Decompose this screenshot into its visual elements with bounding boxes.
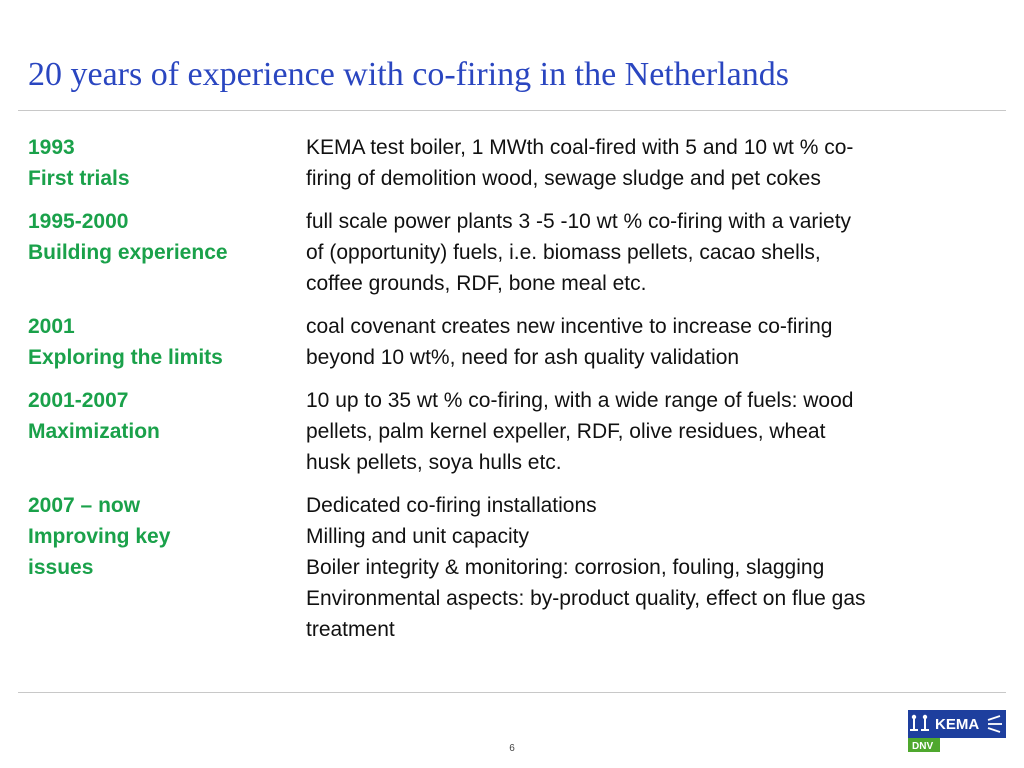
description-line: 10 up to 35 wt % co-firing, with a wide range of fuels: wood: [306, 389, 854, 412]
description-line: coffee grounds, RDF, bone meal etc.: [306, 272, 647, 295]
entry-label: [28, 311, 306, 373]
timeline-entry: [28, 385, 998, 478]
timeline-entry: [28, 490, 998, 645]
entry-label: [28, 385, 306, 478]
entry-heading: Exploring the limits: [28, 346, 223, 369]
entry-period: 2007 – now: [28, 494, 141, 517]
entry-label: [28, 490, 306, 645]
entry-description: [306, 385, 998, 478]
description-line: of (opportunity) fuels, i.e. biomass pellets, cacao shells,: [306, 241, 821, 264]
entry-period: 1993: [28, 136, 75, 159]
description-line: KEMA test boiler, 1 MWth coal-fired with 5 and 10 wt % co-: [306, 136, 854, 159]
timeline-entry: [28, 206, 998, 299]
description-line: treatment: [306, 618, 395, 641]
entry-label: [28, 206, 306, 299]
entry-label: [28, 132, 306, 194]
entry-heading: Maximization: [28, 420, 160, 443]
entry-heading: issues: [28, 556, 94, 579]
page-number: 6: [509, 743, 515, 754]
description-line: Milling and unit capacity: [306, 525, 529, 548]
description-line: Environmental aspects: by-product quality, effect on flue gas: [306, 587, 866, 610]
entry-description: [306, 311, 998, 373]
entry-period: 2001: [28, 315, 75, 338]
description-line: Dedicated co-firing installations: [306, 494, 597, 517]
description-line: Boiler integrity & monitoring: corrosion, fouling, slagging: [306, 556, 825, 579]
description-line: husk pellets, soya hulls etc.: [306, 451, 562, 474]
entry-period: 1995-2000: [28, 210, 129, 233]
timeline-entry: [28, 132, 998, 194]
logo-dnv-text: DNV: [912, 741, 934, 752]
entry-description: [306, 490, 998, 645]
description-line: beyond 10 wt%, need for ash quality validation: [306, 346, 740, 369]
entry-description: [306, 132, 998, 194]
description-line: coal covenant creates new incentive to increase co-firing: [306, 315, 833, 338]
timeline-entry: [28, 311, 998, 373]
footer-divider: [18, 692, 1006, 693]
entry-heading: Building experience: [28, 241, 228, 264]
description-line: full scale power plants 3 -5 -10 wt % co-firing with a variety: [306, 210, 852, 233]
timeline-list: [28, 132, 998, 657]
entry-heading: First trials: [28, 167, 130, 190]
description-line: firing of demolition wood, sewage sludge and pet cokes: [306, 167, 821, 190]
description-line: pellets, palm kernel expeller, RDF, olive residues, wheat: [306, 420, 826, 443]
slide-title: 20 years of experience with co-firing in the Netherlands: [28, 56, 789, 93]
kema-dnv-logo: [908, 710, 1006, 752]
entry-description: [306, 206, 998, 299]
entry-heading: Improving key: [28, 525, 171, 548]
title-divider: [18, 110, 1006, 111]
entry-period: 2001-2007: [28, 389, 129, 412]
logo-kema-text: KEMA: [935, 716, 980, 733]
